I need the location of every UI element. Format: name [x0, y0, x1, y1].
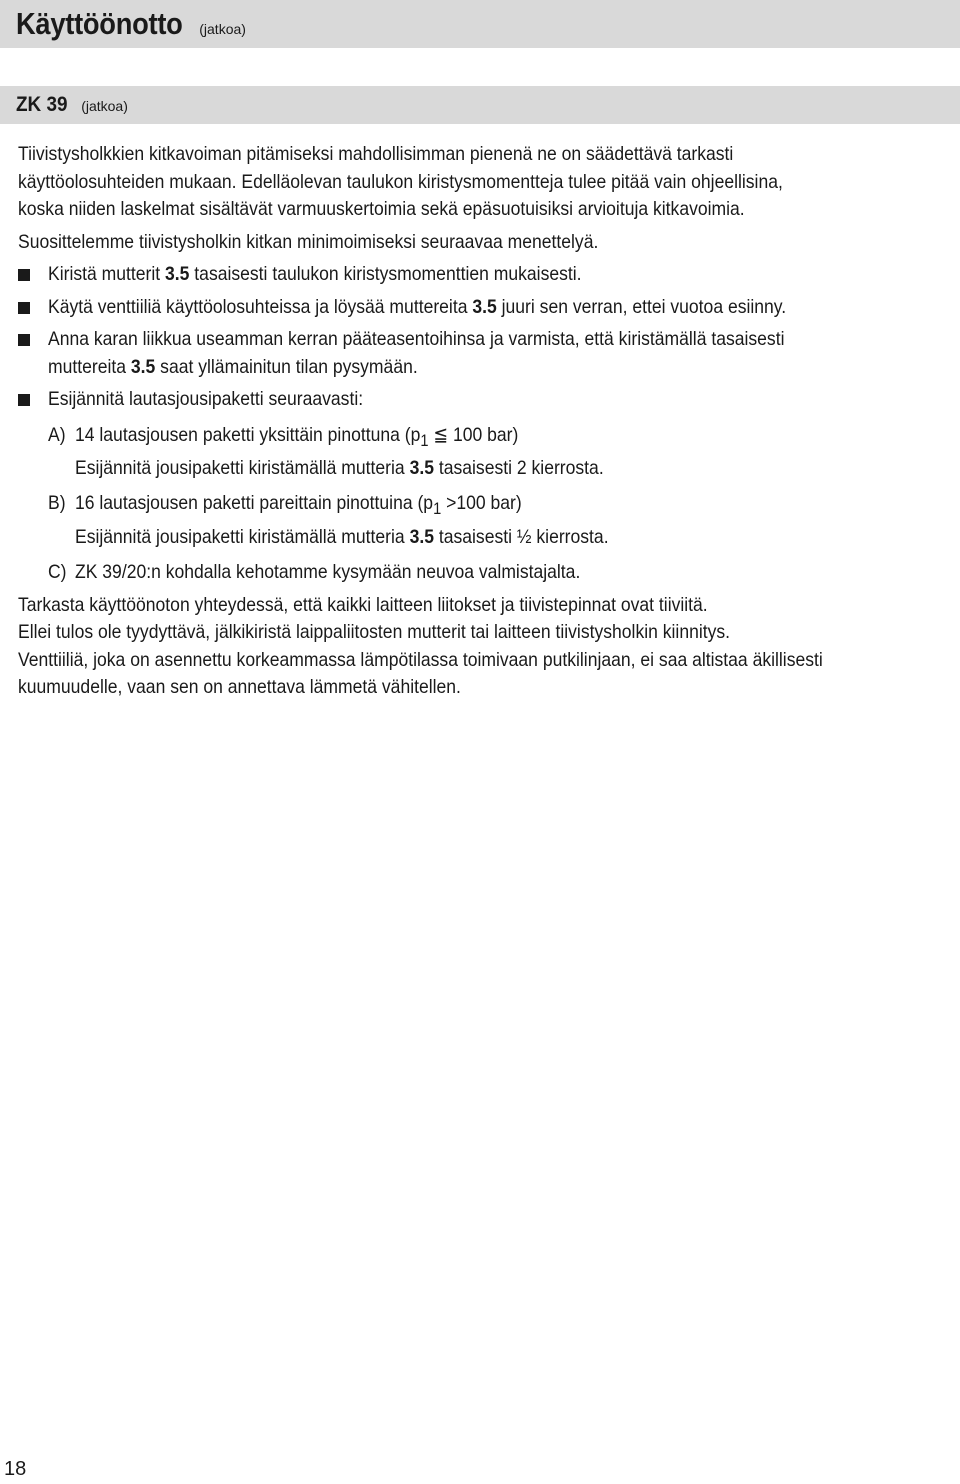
step-text: tasaisesti ½ kierrosta.: [433, 525, 609, 548]
section-title: ZK 39: [16, 93, 68, 116]
step-line: [48, 455, 604, 483]
section-title-continued: (jatkoa): [81, 98, 128, 114]
closing-line: Venttiiliä, joka on asennettu korkeammassa lämpötilassa toimivaan putkilinjaan, ei saa altistaa äkillisesti: [18, 648, 823, 671]
bullet-text-part: juuri sen verran, ettei vuotoa esiinny.: [496, 295, 787, 318]
bullet-text: [48, 261, 582, 289]
step-item: [18, 422, 958, 483]
bullet-text: Esijännitä lautasjousipaketti seuraavasti:: [48, 388, 364, 410]
step-line: [48, 524, 609, 552]
square-bullet-icon: [18, 334, 30, 346]
section-header: [0, 86, 960, 124]
step-line: [48, 490, 522, 523]
step-item: [18, 559, 958, 587]
step-text: 100 bar): [452, 423, 519, 446]
step-text: >100 bar): [441, 492, 522, 515]
recommendation-paragraph: [18, 229, 958, 257]
step-label: A): [48, 423, 66, 446]
less-or-equal-symbol: ≦: [433, 423, 449, 446]
intro-paragraph: [18, 141, 958, 224]
step-text: tasaisesti 2 kierrosta.: [433, 456, 604, 479]
bullet-text-part: saat yllämainitun tilan pysymään.: [155, 355, 418, 378]
intro-line: koska niiden laskelmat sisältävät varmuuskertoimia sekä epäsuotuisiksi arvioituja kitkavoimia.: [18, 198, 745, 220]
part-number: 3.5: [130, 355, 156, 378]
bullet-text-part: Käytä venttiiliä käyttöolosuhteissa ja löysää muttereita: [48, 295, 473, 318]
page-number: 18: [4, 1458, 27, 1480]
body-text: [18, 141, 958, 702]
intro-line: käyttöolosuhteiden mukaan. Edelläolevan taulukon kiristysmomentteja tulee pitää vain ohjeellisina,: [18, 170, 783, 193]
page-header: [0, 0, 960, 48]
closing-line: Tarkasta käyttöönoton yhteydessä, että kaikki laitteen liitokset ja tiivistepinnat ovat tiiviitä.: [18, 593, 708, 616]
square-bullet-icon: [18, 394, 30, 406]
step-label: C): [48, 561, 67, 584]
bullet-text-part: tasaisesti taulukon kiristysmomenttien mukaisesti.: [189, 263, 582, 285]
page-title-continued: (jatkoa): [199, 21, 246, 37]
bullet-text-part: muttereita: [48, 355, 131, 378]
step-item: [18, 490, 958, 551]
bullet-text: [48, 294, 786, 322]
recommendation-text: Suosittelemme tiivistysholkin kitkan minimoimiseksi seuraavaa menettelyä.: [18, 230, 599, 253]
closing-line: Ellei tulos ole tyydyttävä, jälkikiristä laippaliitosten mutterit tai laitteen tiivistysholkin kiinnitys.: [18, 621, 731, 644]
step-text: 14 lautasjousen paketti yksittäin pinottuna (p: [75, 423, 421, 446]
step-text: 16 lautasjousen paketti pareittain pinottuina (p: [75, 492, 434, 515]
bullet-item: [18, 261, 958, 289]
page-title: Käyttöönotto: [16, 6, 183, 41]
step-text: Esijännitä jousipaketti kiristämällä mutteria: [75, 525, 410, 548]
part-number: 3.5: [409, 525, 434, 548]
step-label: B): [48, 492, 66, 515]
intro-line: Tiivistysholkkien kitkavoiman pitämiseksi mahdollisimman pienenä ne on säädettävä tarkasti: [18, 143, 734, 165]
square-bullet-icon: [18, 269, 30, 281]
step-text: ZK 39/20:n kohdalla kehotamme kysymään neuvoa valmistajalta.: [75, 561, 581, 584]
part-number: 3.5: [472, 295, 497, 318]
bullet-item: [18, 386, 958, 414]
subscript: 1: [433, 500, 442, 519]
bullet-text-part: Kiristä mutterit: [48, 263, 166, 285]
bullet-text: [48, 354, 418, 382]
part-number: 3.5: [409, 456, 434, 479]
square-bullet-icon: [18, 302, 30, 314]
part-number: 3.5: [165, 263, 190, 285]
bullet-item: [18, 294, 958, 322]
closing-line: kuumuudelle, vaan sen on annettava lämmetä vähitellen.: [18, 676, 461, 699]
step-line: [48, 422, 518, 455]
bullet-item: [18, 326, 958, 381]
step-text: Esijännitä jousipaketti kiristämällä mutteria: [75, 456, 410, 479]
step-line: [48, 559, 580, 587]
subscript: 1: [420, 431, 429, 450]
bullet-text: Anna karan liikkua useamman kerran pääteasentoihinsa ja varmista, että kiristämällä tasaisesti: [48, 328, 785, 350]
closing-paragraph: [18, 592, 958, 702]
